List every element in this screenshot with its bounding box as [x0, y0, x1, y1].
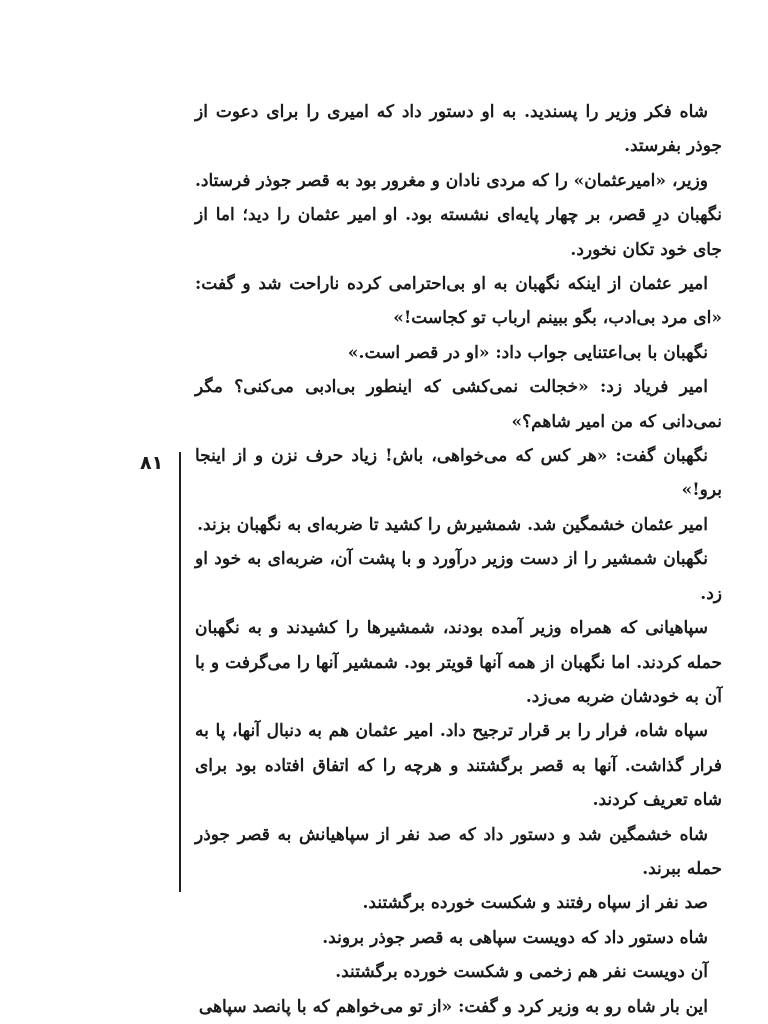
margin-rule: [179, 452, 181, 892]
paragraph: نگهبان گفت: «هر کس که می‌خواهی، باش! زیاد حرف نزن و از اینجا برو!»: [195, 446, 722, 501]
paragraph: شاه دستور داد که دویست سپاهی به قصر جوذر بروند.: [322, 927, 708, 948]
paragraph: سپاهیانی که همراه وزیر آمده بودند، شمشیرها را کشیدند و به نگهبان حمله کردند. اما نگهبان از همه آنها قویتر بود. شمشیر آنها را می‌گرفت و با آن به خودشان ضربه می‌زد.: [195, 618, 722, 707]
paragraph: سپاه شاه، فرار را بر قرار ترجیح داد. امیر عثمان هم به دنبال آنها، پا به فرار گذاشت. آنها به قصر برگشتند و هرچه را که اتفاق افتاده بود برای شاه تعریف کردند.: [195, 721, 722, 811]
paragraph: آن دویست نفر هم زخمی و شکست خورده برگشتند.: [335, 962, 708, 983]
paragraph: نگهبان با بی‌اعتنایی جواب داد: «او در قصر است.»: [347, 342, 708, 363]
body-text: [195, 95, 722, 1024]
paragraph: این بار شاه رو به وزیر کرد و گفت: «از تو می‌خواهم که با پانصد سپاهی: [198, 996, 708, 1017]
paragraph: امیر عثمان خشمگین شد. شمشیرش را کشید تا ضربه‌ای به نگهبان بزند.: [197, 514, 708, 535]
paragraph: شاه خشمگین شد و دستور داد که صد نفر از سپاهیانش به قصر جوذر حمله ببرند.: [195, 824, 722, 879]
paragraph: امیر فریاد زد: «خجالت نمی‌کشی که اینطور بی‌ادبی می‌کنی؟ مگر نمی‌دانی که من امیر شاهم؟»: [195, 377, 722, 432]
paragraph: وزیر، «امیرعثمان» را که مردی نادان و مغرور بود به قصر جوذر فرستاد. نگهبان درِ قصر، بر چهار پایه‌ای نشسته بود. او امیر عثمان را دید؛ اما از جای خود تکان نخورد.: [195, 170, 722, 260]
paragraph: شاه فکر وزیر را پسندید. به او دستور داد که امیری را برای دعوت از جوذر بفرستد.: [195, 102, 722, 157]
paragraph: صد نفر از سپاه رفتند و شکست خورده برگشتند.: [362, 893, 708, 914]
paragraph: نگهبان شمشیر را از دست وزیر درآورد و با پشت آن، ضربه‌ای به خود او زد.: [195, 549, 722, 604]
page-number: ۸۱: [140, 452, 164, 474]
paragraph: امیر عثمان از اینکه نگهبان به او بی‌احترامی کرده ناراحت شد و گفت: «ای مرد بی‌ادب، بگو ببینم ارباب تو کجاست!»: [195, 274, 722, 329]
